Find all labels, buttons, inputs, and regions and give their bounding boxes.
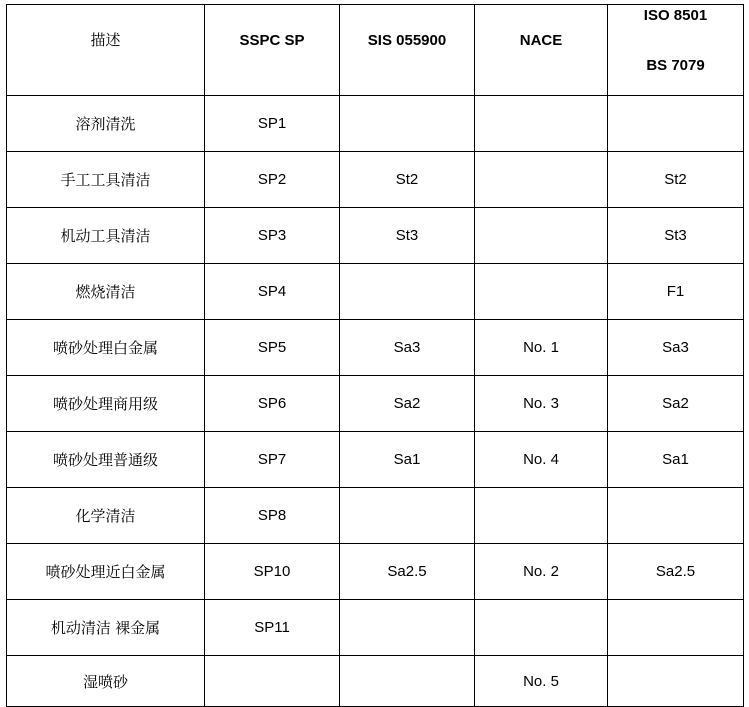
cell-sis	[340, 600, 475, 656]
column-header-iso-8501-bs-7079	[608, 5, 744, 96]
table-header	[7, 5, 744, 96]
table-row	[7, 656, 744, 707]
cell-sspc: SP1	[205, 96, 340, 152]
column-header-iso-8501: ISO 8501	[643, 7, 708, 24]
cell-description: 手工工具清洁	[7, 152, 205, 208]
surface-preparation-standards-table	[6, 4, 744, 707]
column-header-sis-055900	[340, 5, 475, 96]
table-row	[7, 600, 744, 656]
cell-sspc: SP7	[205, 432, 340, 488]
table-row	[7, 432, 744, 488]
column-header-sspc-sp	[205, 5, 340, 96]
cell-sspc: SP2	[205, 152, 340, 208]
table-row	[7, 96, 744, 152]
cell-description: 喷砂处理白金属	[7, 320, 205, 376]
cell-description: 喷砂处理近白金属	[7, 544, 205, 600]
cell-nace	[475, 152, 608, 208]
column-header-nace	[475, 5, 608, 96]
table-header-row	[7, 5, 744, 96]
cell-iso: Sa3	[608, 320, 744, 376]
cell-iso: Sa2.5	[608, 544, 744, 600]
cell-sspc: SP11	[205, 600, 340, 656]
cell-iso: Sa2	[608, 376, 744, 432]
cell-description: 化学清洁	[7, 488, 205, 544]
cell-iso: F1	[608, 264, 744, 320]
cell-description: 燃烧清洁	[7, 264, 205, 320]
cell-sspc: SP6	[205, 376, 340, 432]
cell-description: 湿喷砂	[7, 656, 205, 707]
column-header-description	[7, 5, 205, 96]
cell-sis	[340, 96, 475, 152]
cell-nace	[475, 488, 608, 544]
cell-sis: St2	[340, 152, 475, 208]
table-row	[7, 320, 744, 376]
table-row	[7, 544, 744, 600]
cell-description: 喷砂处理普通级	[7, 432, 205, 488]
cell-nace	[475, 264, 608, 320]
cell-sis	[340, 264, 475, 320]
cell-nace	[475, 600, 608, 656]
cell-sis: Sa1	[340, 432, 475, 488]
cell-nace: No. 5	[475, 656, 608, 707]
table-row	[7, 488, 744, 544]
cell-sis: St3	[340, 208, 475, 264]
cell-description: 溶剂清洗	[7, 96, 205, 152]
cell-iso	[608, 96, 744, 152]
cell-sspc: SP4	[205, 264, 340, 320]
column-header-sspc-sp-line1: SSPC SP	[239, 32, 305, 49]
column-header-bs-7079: BS 7079	[646, 57, 705, 74]
cell-iso: St3	[608, 208, 744, 264]
cell-sspc: SP8	[205, 488, 340, 544]
cell-sspc	[205, 656, 340, 707]
cell-iso: St2	[608, 152, 744, 208]
table-row	[7, 264, 744, 320]
cell-iso: Sa1	[608, 432, 744, 488]
cell-sspc: SP3	[205, 208, 340, 264]
column-header-nace-line1: NACE	[519, 32, 563, 49]
cell-nace: No. 4	[475, 432, 608, 488]
table-row	[7, 208, 744, 264]
cell-description: 机动工具清洁	[7, 208, 205, 264]
table-row	[7, 152, 744, 208]
column-header-description-line1: 描述	[90, 32, 121, 49]
cell-nace: No. 2	[475, 544, 608, 600]
cell-sis	[340, 656, 475, 707]
cell-iso	[608, 488, 744, 544]
table-body	[7, 96, 744, 707]
cell-iso	[608, 656, 744, 707]
column-header-sis-055900-line1: SIS 055900	[367, 32, 447, 49]
cell-sis: Sa2.5	[340, 544, 475, 600]
cell-nace: No. 3	[475, 376, 608, 432]
table-row	[7, 376, 744, 432]
cell-description: 机动清洁 裸金属	[7, 600, 205, 656]
cell-sis	[340, 488, 475, 544]
cell-sspc: SP5	[205, 320, 340, 376]
cell-iso	[608, 600, 744, 656]
cell-nace	[475, 96, 608, 152]
cell-nace: No. 1	[475, 320, 608, 376]
cell-sspc: SP10	[205, 544, 340, 600]
cell-description: 喷砂处理商用级	[7, 376, 205, 432]
cell-nace	[475, 208, 608, 264]
cell-sis: Sa3	[340, 320, 475, 376]
cell-sis: Sa2	[340, 376, 475, 432]
